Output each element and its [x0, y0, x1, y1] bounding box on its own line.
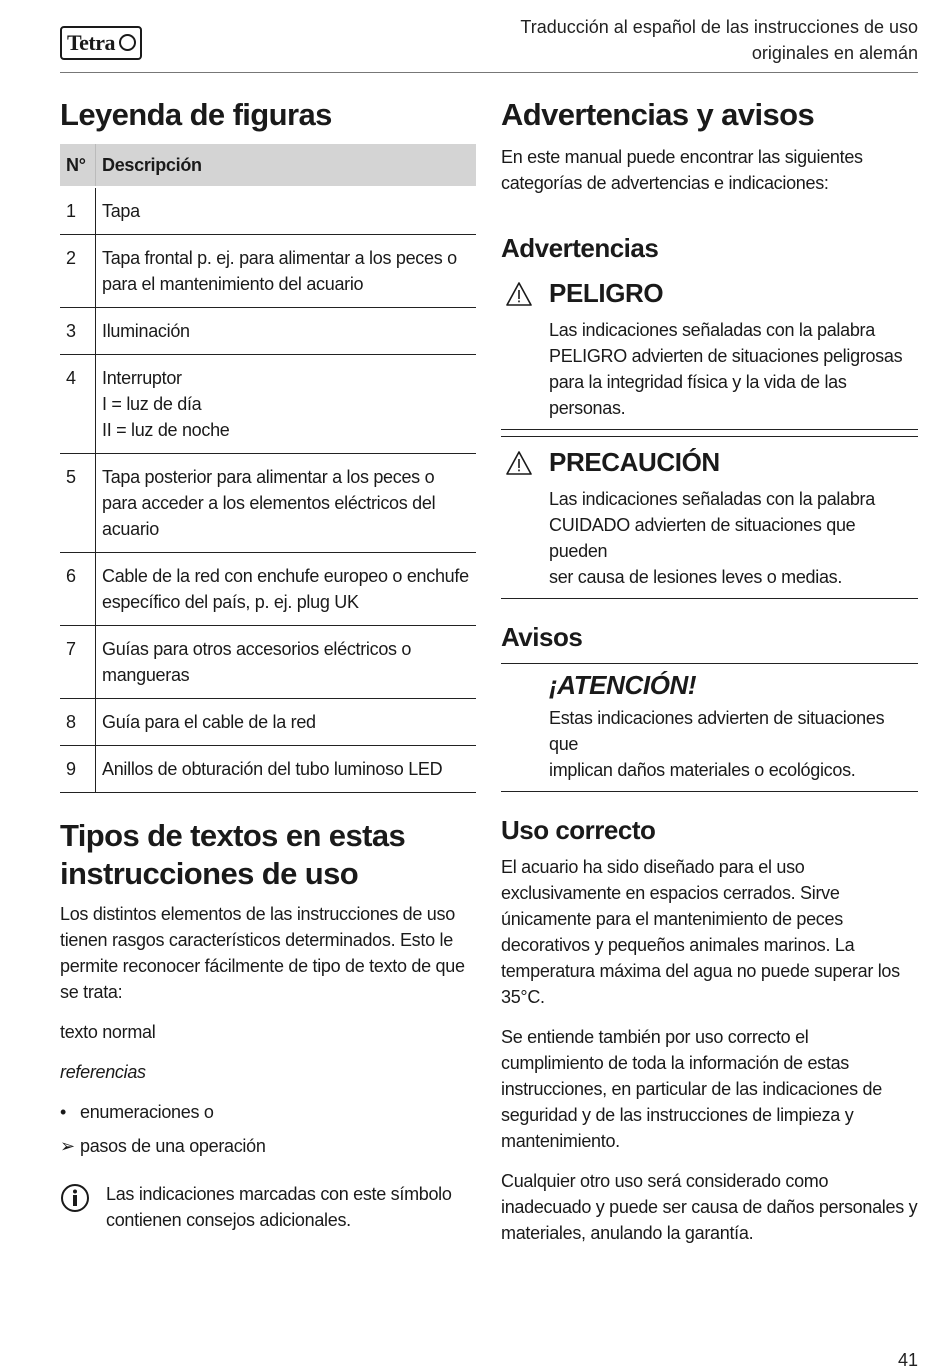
warning-triangle-icon	[505, 280, 541, 308]
legend-row	[60, 235, 476, 308]
legend-row-description: Tapa frontal p. ej. para alimentar a los peces o para el mantenimiento del acuario	[96, 235, 477, 308]
sub-notices-title: Avisos	[501, 622, 583, 652]
logo-ring-icon	[119, 34, 136, 51]
legend-row	[60, 454, 476, 553]
legend-row-number: 8	[60, 699, 96, 746]
legend-row	[60, 355, 476, 454]
warnings-intro: En este manual puede encontrar las siguientes categorías de advertencias e indicaciones:	[501, 147, 863, 193]
legend-row-description: Tapa posterior para alimentar a los peces o para acceder a los elementos eléctricos del acuario	[96, 454, 477, 553]
correct-use-p2: Se entiende también por uso correcto el cumplimiento de toda la información de estas instrucciones, en particular de las indicaciones de seguridad y de las instrucciones de limpieza y mantenimiento.	[501, 1027, 882, 1151]
caution-heading: PRECAUCIÓN	[501, 447, 918, 478]
header-divider	[60, 72, 918, 73]
notices-divider-bottom	[501, 791, 918, 792]
right-column	[501, 96, 918, 1246]
caution-divider	[501, 598, 918, 599]
warnings-title: Advertencias y avisos	[501, 97, 815, 132]
legend-col-desc: Descripción	[96, 144, 477, 187]
danger-heading: PELIGRO	[501, 278, 918, 309]
legend-row	[60, 626, 476, 699]
legend-col-no: N°	[60, 144, 96, 187]
legend-row-number: 9	[60, 746, 96, 793]
legend-row-description: Guías para otros accesorios eléctricos o mangueras	[96, 626, 477, 699]
caution-text: Las indicaciones señaladas con la palabra CUIDADO advierten de situaciones que pueden ser causa de lesiones leves o medias.	[549, 489, 875, 587]
danger-text: Las indicaciones señaladas con la palabra PELIGRO advierten de situaciones peligrosas para la integridad física y la vida de las personas.	[549, 320, 903, 418]
legend-table	[60, 144, 476, 793]
legend-row-number: 1	[60, 187, 96, 235]
legend-row	[60, 187, 476, 235]
normal-text-sample: texto normal	[60, 1022, 156, 1042]
legend-row	[60, 746, 476, 793]
bullet-sample: • enumeraciones o	[60, 1099, 476, 1125]
step-sample: ➢ pasos de una operación	[60, 1133, 476, 1159]
info-circle-icon	[60, 1183, 90, 1213]
left-column	[60, 96, 476, 1233]
header-caption: Traducción al español de las instrucciones de uso originales en alemán	[520, 17, 918, 63]
page-number: 41	[897, 1350, 918, 1370]
legend-title: Leyenda de figuras	[60, 97, 332, 132]
legend-row	[60, 699, 476, 746]
attention-text: Estas indicaciones advierten de situaciones que implican daños materiales o ecológicos.	[549, 708, 885, 780]
notices-divider-top	[501, 663, 918, 664]
legend-row-description: Cable de la red con enchufe europeo o enchufe específico del país, p. ej. plug UK	[96, 553, 477, 626]
correct-use-p1: El acuario ha sido diseñado para el uso exclusivamente en espacios cerrados. Sirve únicamente para el mantenimiento de peces decorativos y pequeños animales marinos. La temperatura máxima del agua no puede superar los 35°C.	[501, 857, 900, 1007]
legend-row-description: Guía para el cable de la red	[96, 699, 477, 746]
legend-header-row	[60, 144, 476, 187]
legend-row-description: Interruptor I = luz de día II = luz de noche	[96, 355, 477, 454]
legend-row	[60, 308, 476, 355]
text-types-intro: Los distintos elementos de las instrucciones de uso tienen rasgos característicos determinados. Esto le permite reconocer fácilmente de tipo de texto de que se trata:	[60, 904, 465, 1002]
legend-row-number: 6	[60, 553, 96, 626]
legend-row-description: Iluminación	[96, 308, 477, 355]
warning-triangle-icon	[505, 449, 541, 477]
correct-use-p3: Cualquier otro uso será considerado como inadecuado y puede ser causa de daños personales y materiales, anulando la garantía.	[501, 1171, 918, 1243]
legend-row-number: 7	[60, 626, 96, 699]
arrow-step-icon: ➢	[60, 1136, 75, 1156]
legend-row-description: Anillos de obturación del tubo luminoso LED	[96, 746, 477, 793]
info-note: Las indicaciones marcadas con este símbolo contienen consejos adicionales.	[60, 1181, 476, 1233]
tetra-logo: Tetra	[60, 26, 142, 60]
bullet-icon: •	[60, 1102, 67, 1122]
text-types-title: Tipos de textos en estas instrucciones de uso	[60, 818, 406, 891]
danger-divider	[501, 429, 918, 437]
legend-row	[60, 553, 476, 626]
legend-row-description: Tapa	[96, 187, 477, 235]
correct-use-title: Uso correcto	[501, 815, 656, 845]
sub-warnings-title: Advertencias	[501, 233, 659, 263]
references-sample: referencias	[60, 1062, 146, 1082]
attention-heading: ¡ATENCIÓN!	[549, 670, 697, 700]
legend-row-number: 3	[60, 308, 96, 355]
legend-row-number: 5	[60, 454, 96, 553]
legend-row-number: 2	[60, 235, 96, 308]
legend-row-number: 4	[60, 355, 96, 454]
